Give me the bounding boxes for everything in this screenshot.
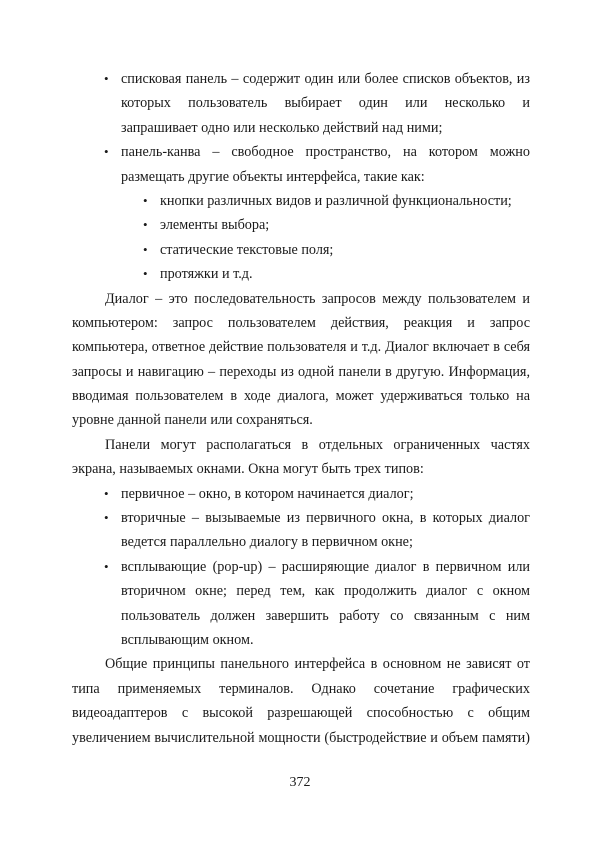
nested-list-item xyxy=(72,262,530,286)
bullet-icon: • xyxy=(104,510,109,526)
paragraph-line: компьютера, ответное действие пользователя и т.д. Диалог включает в себя xyxy=(72,339,530,356)
page-number: 372 xyxy=(289,775,311,790)
paragraph-line: Диалог – это последовательность запросов между пользователем и xyxy=(105,290,530,307)
paragraph-line: увеличением вычислительной мощности (быстродействие и объем памяти) xyxy=(72,729,530,746)
bullet-icon: • xyxy=(104,485,109,501)
paragraph-line: Общие принципы панельного интерфейса в основном не зависят от xyxy=(105,656,530,673)
bullet-icon: • xyxy=(104,144,109,160)
paragraph-line: типа применяемых терминалов. Однако сочетание графических xyxy=(72,680,530,697)
text-line: вторичные – вызываемые из первичного окна, в которых диалог xyxy=(121,510,530,527)
text-line: размещать другие объекты интерфейса, такие как: xyxy=(121,168,425,185)
list-item xyxy=(72,482,530,506)
list-item xyxy=(72,67,530,91)
text-line: ведется параллельно диалогу в первичном окне; xyxy=(121,534,413,551)
paragraph-line: Панели могут располагаться в отдельных ограниченных частях xyxy=(105,436,530,453)
paragraph-line: уровне данной панели или сохраняться. xyxy=(72,412,313,429)
list-item xyxy=(72,140,530,164)
list-item xyxy=(72,555,530,579)
text-line: запрашивает одно или несколько действий над ними; xyxy=(121,119,443,136)
bullet-icon: • xyxy=(143,217,148,233)
paragraph-line: экрана, называемых окнами. Окна могут быть трех типов: xyxy=(72,461,424,478)
text-line: протяжки и т.д. xyxy=(160,266,253,283)
nested-list-item xyxy=(72,213,530,237)
text-line: которых пользователь выбирает один или несколько и xyxy=(121,95,530,112)
text-line: пользователь должен завершить работу со связанным с ним xyxy=(121,607,530,624)
text-line: панель-канва – свободное пространство, на котором можно xyxy=(121,144,530,161)
paragraph-line: компьютером: запрос пользователем действия, реакция и запрос xyxy=(72,314,530,331)
text-line: всплывающие (pop-up) – расширяющие диалог в первичном или xyxy=(121,558,530,575)
paragraph-line: вводимая пользователем в ходе диалога, может удерживаться только на xyxy=(72,388,530,405)
bullet-icon: • xyxy=(104,558,109,574)
bullet-icon: • xyxy=(104,71,109,86)
bullet-icon: • xyxy=(143,241,148,257)
text-line: статические текстовые поля; xyxy=(160,241,334,258)
bullet-icon: • xyxy=(143,192,148,208)
bullet-icon: • xyxy=(143,266,148,282)
text-line: списковая панель – содержит один или более списков объектов, из xyxy=(121,71,530,87)
nested-list-item xyxy=(72,238,530,262)
paragraph-line: запросы и навигацию – переходы из одной панели в другую. Информация, xyxy=(72,363,530,380)
nested-list-item xyxy=(72,189,530,213)
text-line: всплывающим окном. xyxy=(121,631,254,648)
text-line: элементы выбора; xyxy=(160,217,270,234)
list-item xyxy=(72,506,530,530)
text-line: кнопки различных видов и различной функциональности; xyxy=(160,192,512,209)
text-line: первичное – окно, в котором начинается диалог; xyxy=(121,485,414,502)
document-body xyxy=(72,67,530,750)
text-line: вторичном окне; перед тем, как продолжить диалог с окном xyxy=(121,583,530,600)
paragraph-line: видеоадаптеров с высокой разрешающей способностью с общим xyxy=(72,705,530,722)
